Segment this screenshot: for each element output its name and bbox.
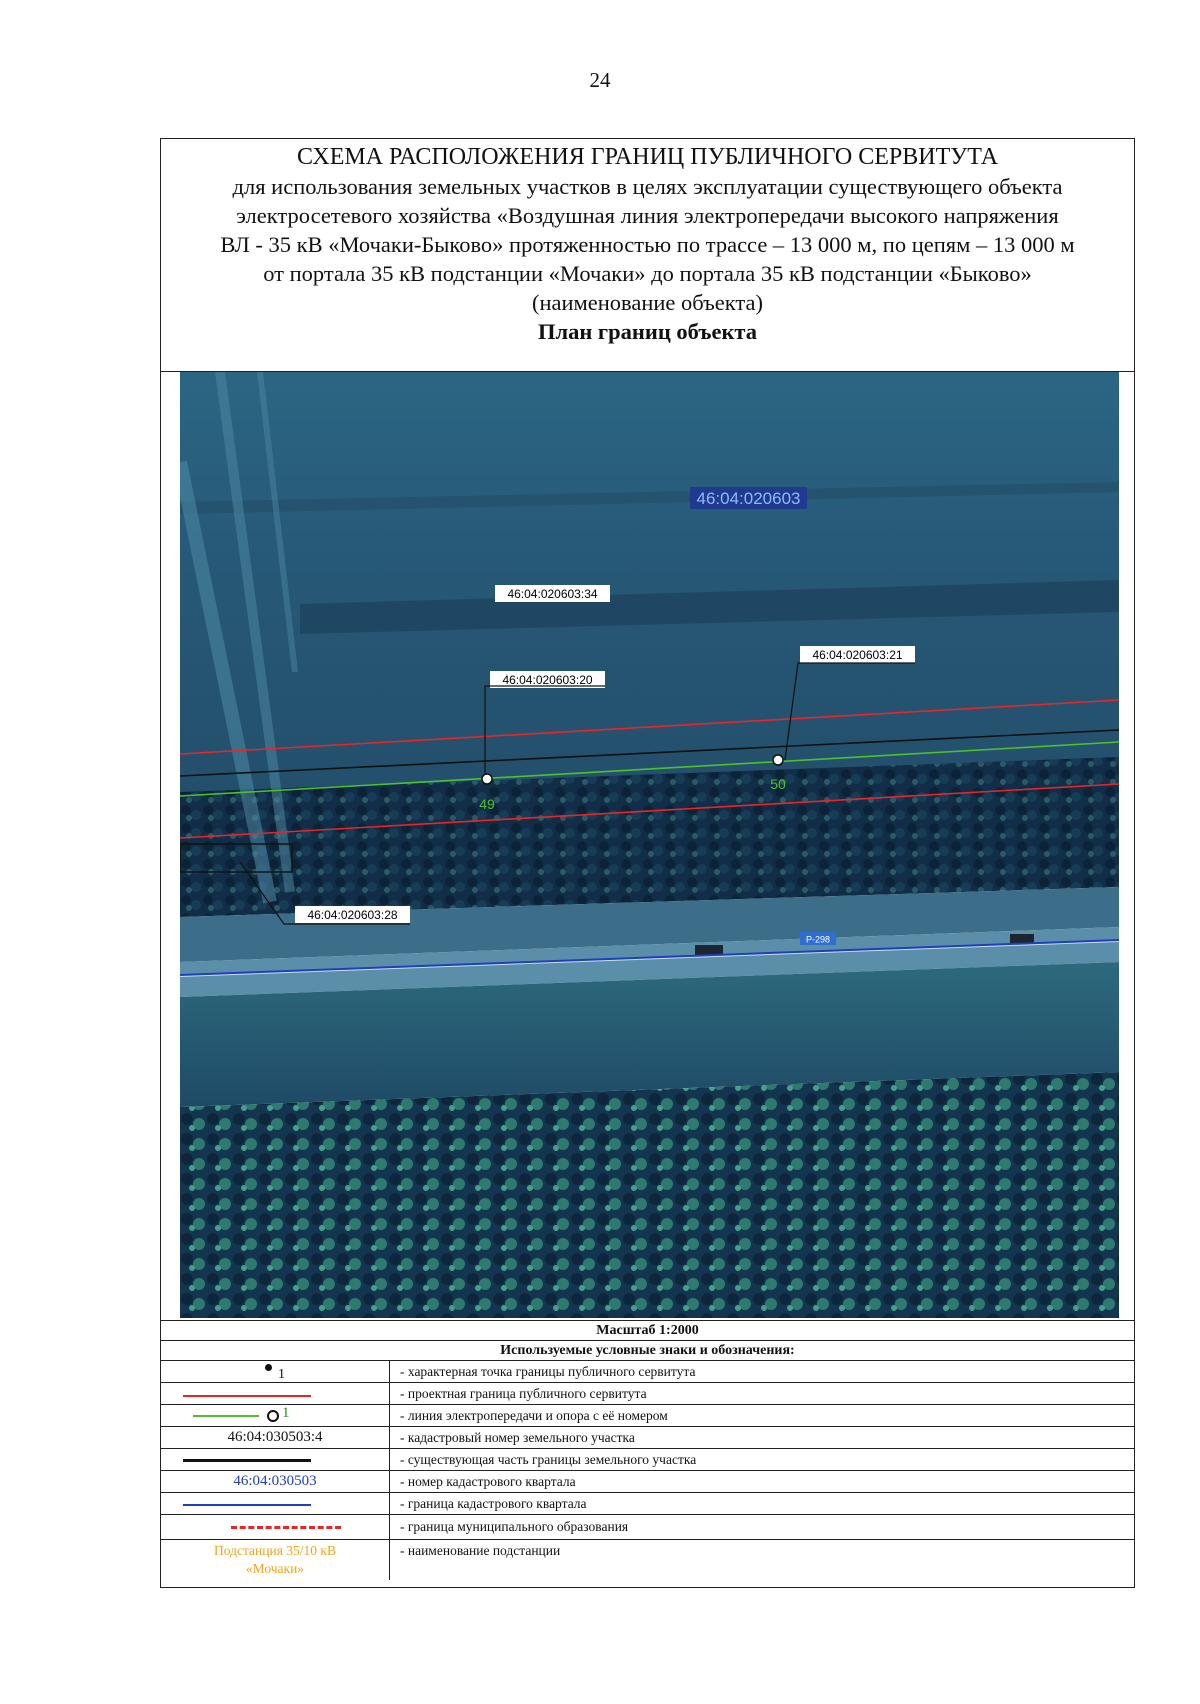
vehicle-1 — [695, 945, 723, 955]
legend-desc: - кадастровый номер земельного участка — [400, 1429, 635, 1445]
object-caption: (наименование объекта) — [531, 290, 764, 315]
legend-desc: - проектная граница публичного сервитута — [400, 1385, 647, 1401]
legend-desc: - наименование подстанции — [400, 1543, 561, 1558]
satellite-map — [180, 372, 1119, 1318]
quarter-number-sample: 46:04:030503 — [161, 1471, 390, 1492]
title-line-1: СХЕМА РАСПОЛОЖЕНИЯ ГРАНИЦ ПУБЛИЧНОГО СЕРВИТУТА — [296, 144, 999, 170]
scale-row: Масштаб 1:2000 — [161, 1321, 1134, 1341]
title-line-5: от портала 35 кВ подстанции «Мочаки» до портала 35 кВ подстанции «Быково» — [263, 261, 1032, 286]
legend-row-parcel-boundary — [161, 1449, 1134, 1471]
legend-row-parcel-number — [161, 1427, 1134, 1449]
legend-desc: - граница муниципального образования — [400, 1519, 629, 1534]
filled-point-icon — [265, 1364, 272, 1371]
legend-row-municipal — [161, 1515, 1134, 1540]
title-block — [161, 139, 1134, 372]
pole-50-icon — [773, 755, 783, 765]
quarter-label: 46:04:020603 — [696, 489, 801, 508]
title-line-3: электросетевого хозяйства «Воздушная линия электропередачи высокого напряжения — [236, 203, 1059, 228]
legend-row-power-line — [161, 1405, 1134, 1427]
schema-frame — [160, 138, 1135, 1588]
legend-table — [161, 1320, 1134, 1580]
legend-row-quarter-boundary — [161, 1493, 1134, 1515]
pole-icon — [267, 1410, 279, 1422]
title-line-2: для использования земельных участков в целях эксплуатации существующего объекта — [232, 174, 1063, 199]
legend-desc: - линия электропередачи и опора с её номером — [400, 1407, 668, 1423]
page-number: 24 — [589, 68, 611, 92]
legend-row-quarter-number — [161, 1471, 1134, 1493]
parcel-21-label: 46:04:020603:21 — [812, 648, 903, 662]
green-line-pole-icon — [193, 1415, 259, 1417]
pole-number: 1 — [282, 1405, 290, 1421]
pole-49-label: 49 — [479, 796, 495, 812]
legend-row-servitude — [161, 1383, 1134, 1405]
legend-desc: - существующая часть границы земельного участка — [400, 1451, 697, 1467]
title-line-4: ВЛ - 35 кВ «Мочаки-Быково» протяженностью по трассе – 13 000 м, по цепям – 13 000 м — [220, 232, 1075, 257]
legend-row-point — [161, 1361, 1134, 1383]
substation-name-line1: Подстанция 35/10 кВ — [214, 1543, 336, 1558]
parcel-28-label: 46:04:020603:28 — [307, 908, 398, 922]
parcel-20-label: 46:04:020603:20 — [502, 673, 593, 687]
blue-line-icon — [183, 1504, 311, 1506]
red-dashed-line-icon — [231, 1526, 341, 1529]
point-number: 1 — [278, 1366, 285, 1382]
black-line-icon — [183, 1459, 311, 1462]
road-sign-label: Р-298 — [805, 934, 831, 945]
parcel-number-sample: 46:04:030503:4 — [161, 1427, 390, 1448]
red-line-icon — [183, 1395, 311, 1397]
field-upper — [180, 372, 1119, 792]
legend-desc: - граница кадастрового квартала — [400, 1495, 587, 1511]
legend-row-substation — [161, 1540, 1134, 1580]
plan-heading: План границ объекта — [537, 319, 758, 344]
legend-desc: - номер кадастрового квартала — [400, 1473, 576, 1489]
pole-49-icon — [482, 774, 492, 784]
substation-name-line2: «Мочаки» — [245, 1561, 305, 1576]
tree-belt-lower — [180, 1072, 1119, 1318]
legend-heading: Используемые условные знаки и обозначения: — [161, 1341, 1134, 1361]
legend-desc: - характерная точка границы публичного сервитута — [400, 1363, 696, 1379]
parcel-34-label: 46:04:020603:34 — [507, 587, 598, 601]
pole-50-label: 50 — [770, 776, 786, 792]
